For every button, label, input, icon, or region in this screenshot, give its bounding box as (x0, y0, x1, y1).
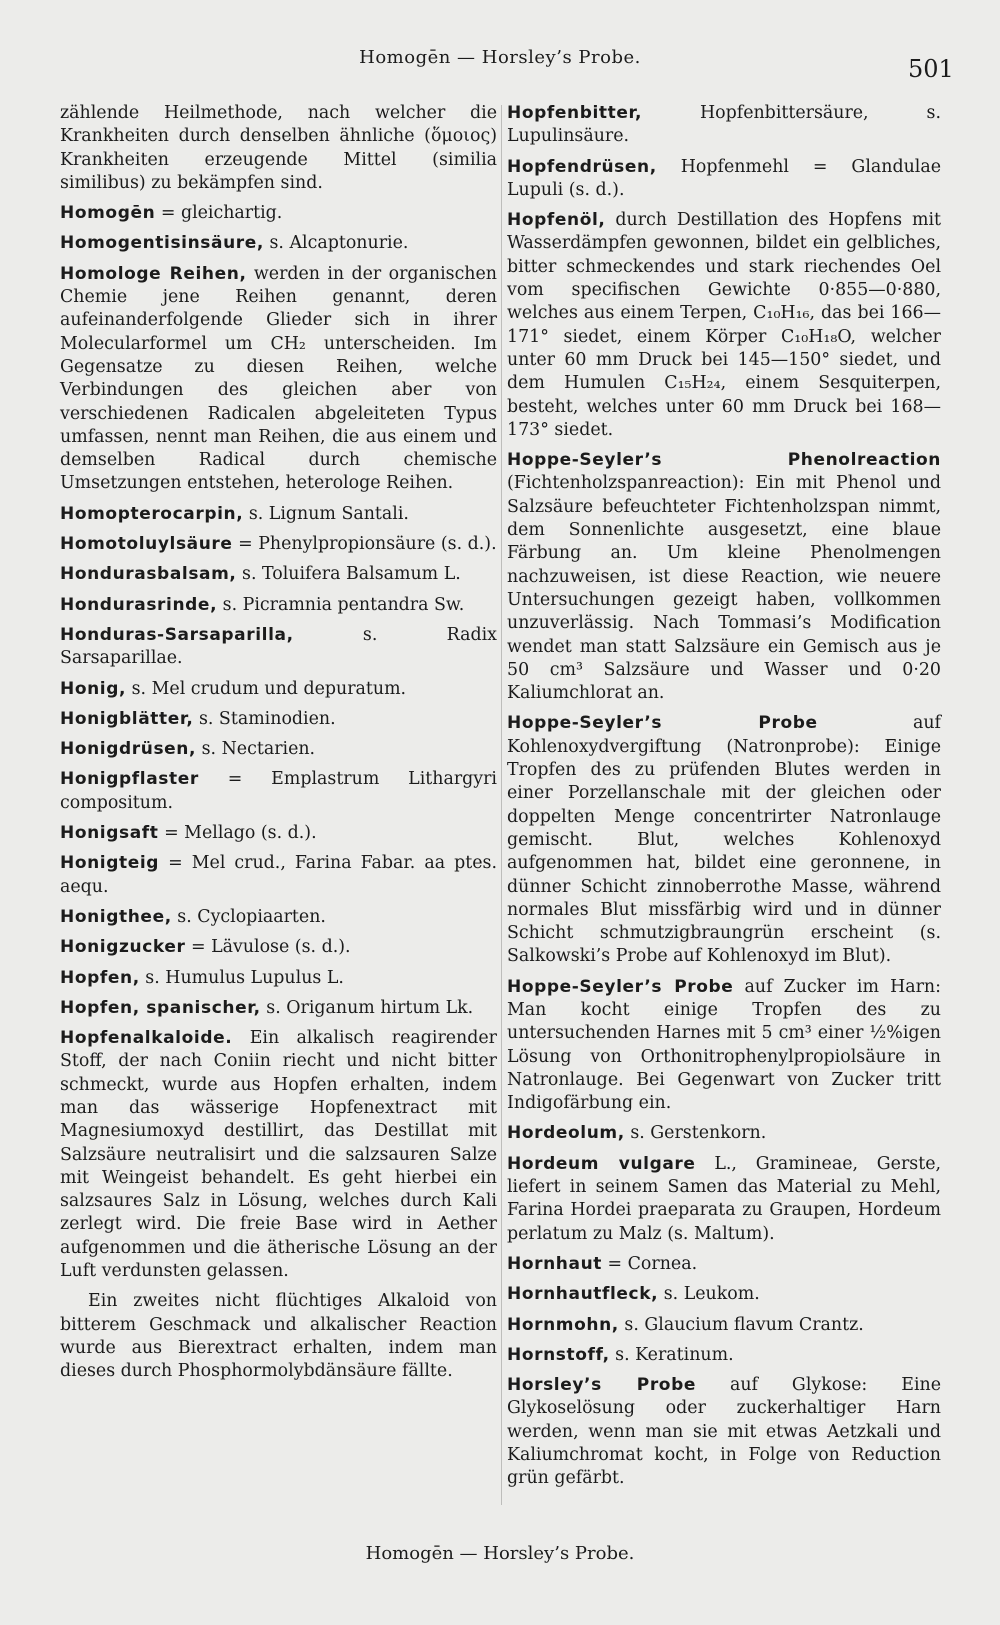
entry-text: s. Gerstenkorn. (630, 1123, 767, 1144)
entry-headword: Homologe Reihen, (60, 263, 247, 284)
entry-headword: Hornmohn, (507, 1314, 619, 1335)
entry-text: s. Staminodien. (198, 708, 336, 729)
entry-headword: Honigthee, (60, 906, 172, 927)
left-column (60, 102, 497, 1391)
entry-headword: Hoppe-Seyler’s Probe (507, 713, 818, 734)
dictionary-entry (507, 1122, 941, 1145)
entry-text: s. Mel crudum und depuratum. (131, 678, 407, 699)
entry-text: auf Zucker im Harn: Man kocht einige Tropfen des zu untersuchenden Harnes mit 5 cm³ einer ½%igen Lösung von Orthonitrophenylpropiolsäure in Natronlauge. Bei Gegenwart von Zucker tritt Indigofärbung ein. (507, 976, 941, 1114)
entry-text: s. Picramnia pentandra Sw. (222, 594, 465, 615)
entry-text: Hopfenmehl = Glandulae Lupuli (s. d.). (507, 156, 942, 200)
dictionary-entry (507, 712, 941, 968)
entry-headword: Horsley’s Probe (507, 1375, 696, 1396)
entry-headword: Hopfen, spanischer, (60, 997, 261, 1018)
entry-headword: Hordeum vulgare (507, 1153, 696, 1174)
entry-headword: Honigsaft (60, 823, 159, 844)
entry-text: s. Glaucium flavum Crantz. (624, 1314, 864, 1335)
dictionary-entry (60, 906, 497, 929)
entry-headword: Hornhaut (507, 1253, 602, 1274)
dictionary-entry (60, 202, 497, 225)
dictionary-entry (507, 209, 941, 442)
entry-text: s. Radix Sarsaparillae. (60, 624, 497, 669)
entry-headword: Hornhautfleck, (507, 1284, 659, 1305)
dictionary-entry (507, 1344, 941, 1367)
entry-text: Ein zweites nicht flüchtiges Alkaloid von bitterem Geschmack und alkalischer Reaction wurde aus Bierextract erhalten, indem man dieses durch Phosphormolybdänsäure fällte. (60, 1291, 497, 1382)
entry-text: = Mellago (s. d.). (164, 823, 317, 844)
entry-headword: Hopfen, (60, 967, 140, 988)
entry-text: = Phenylpropionsäure (s. d.). (238, 534, 497, 555)
entry-text: = gleichartig. (160, 203, 283, 224)
entry-text: s. Keratinum. (615, 1344, 734, 1365)
dictionary-entry (60, 624, 497, 671)
dictionary-entry (507, 102, 941, 149)
entry-headword: Hoppe-Seyler’s Phenolreaction (507, 450, 941, 471)
entry-text: s. Humulus Lupulus L. (145, 967, 344, 988)
entry-headword: Hornstoff, (507, 1344, 610, 1365)
dictionary-entry (507, 156, 941, 203)
dictionary-entry (60, 822, 497, 845)
entry-headword: Homopterocarpin, (60, 503, 244, 524)
entry-headword: Hopfenöl, (507, 210, 606, 231)
entry-text: L., Gramineae, Gerste, liefert in seinem Samen das Material zu Mehl, Farina Hordei praeparata zu Graupen, Hordeum perlatum zu Malz (s. Maltum). (507, 1153, 942, 1244)
entry-text: s. Nectarien. (201, 739, 316, 760)
entry-headword: Homogēn (60, 203, 156, 224)
right-column (507, 102, 941, 1498)
dictionary-entry (60, 852, 497, 899)
dictionary-entry (60, 563, 497, 586)
entry-headword: Hondurasbalsam, (60, 564, 237, 585)
entry-text: zählende Heilmethode, nach welcher die Krankheiten durch denselben ähnliche (ὅμοιος) Krankheiten erzeugende Mittel (similia similibus) zu bekämpfen sind. (60, 103, 497, 193)
entry-headword: Honigteig (60, 853, 160, 874)
running-foot: Homogēn — Horsley’s Probe. (365, 1543, 635, 1564)
dictionary-entry (60, 1027, 497, 1283)
entry-text: s. Alcaptonurie. (269, 233, 409, 254)
dictionary-entry (60, 997, 497, 1020)
dictionary-entry (60, 1290, 497, 1383)
column-divider (501, 105, 502, 1505)
dictionary-entry (507, 1314, 941, 1337)
entry-headword: Hordeolum, (507, 1123, 625, 1144)
entry-text: = Lävulose (s. d.). (190, 937, 351, 958)
dictionary-entry (60, 738, 497, 761)
entry-headword: Hopfenalkaloide. (60, 1028, 233, 1049)
entry-text: = Emplastrum Lithargyri compositum. (60, 769, 497, 813)
page-number: 501 (908, 55, 954, 83)
entry-headword: Homotoluylsäure (60, 534, 233, 555)
entry-headword: Honduras-Sarsaparilla, (60, 624, 294, 645)
entry-headword: Hopfendrüsen, (507, 156, 657, 177)
entry-text: durch Destillation des Hopfens mit Wasserdämpfen gewonnen, bildet ein gelbliches, bitter schmeckendes und stark riechendes Oel vom specifischen Gewichte 0·855—0·880, welches aus einem Terpen, C₁₀H₁₆, das bei 166—171° siedet, einem Körper C₁₀H₁₈O, welcher unter 60 mm Druck bei 145—150° siedet, und dem Humulen C₁₅H₂₄, einem Sesquiterpen, besteht, welches unter 60 mm Druck bei 168—173° siedet. (507, 210, 941, 440)
entry-headword: Hoppe-Seyler’s Probe (507, 976, 734, 997)
entry-text: = Cornea. (607, 1253, 698, 1274)
entry-text: = Mel crud., Farina Fabar. aa ptes. aequ. (60, 853, 498, 897)
dictionary-entry (60, 503, 497, 526)
entry-text: (Fichtenholzspanreaction): Ein mit Phenol und Salzsäure befeuchteter Fichtenholzspan nimmt, dem Sonnenlichte ausgesetzt, eine blaue Färbung an. Um kleine Phenolmengen nachzuweisen, ist diese Reaction, wie neuere Untersuchungen gezeigt haben, vollkommen unzuverlässig. Nach Tommasi’s Modification wendet man statt Salzsäure ein Gemisch aus je 50 cm³ Salzsäure und Wasser und 0·20 Kaliumchlorat an. (507, 473, 941, 704)
dictionary-entry (507, 1283, 941, 1306)
dictionary-entry (507, 976, 941, 1116)
dictionary-entry (60, 708, 497, 731)
entry-text: s. Leukom. (663, 1284, 760, 1305)
dictionary-entry (60, 232, 497, 255)
dictionary-entry (60, 678, 497, 701)
entry-headword: Honig, (60, 678, 127, 699)
running-head: Homogēn — Horsley’s Probe. (359, 47, 641, 68)
entry-headword: Homogentisinsäure, (60, 233, 264, 254)
entry-headword: Honigpflaster (60, 769, 199, 790)
dictionary-entry (60, 102, 497, 195)
entry-text: s. Cyclopiaarten. (177, 906, 326, 927)
entry-text: auf Kohlenoxydvergiftung (Natronprobe): Einige Tropfen des zu prüfenden Blutes werden in einer Porzellanschale mit der gleichen oder doppelten Menge concentrirter Natronlauge gemischt. Blut, welches Kohlenoxyd aufgenommen hat, bildet eine geronnene, in dünner Schicht zinnoberrothe Masse, während normales Blut missfärbig wird und in dünner Schicht schmutzigbraungrün erscheint (s. Salkowski’s Probe auf Kohlenoxyd im Blut). (507, 713, 941, 967)
entry-text: s. Origanum hirtum Lk. (266, 997, 474, 1018)
entry-text: auf Glykose: Eine Glykoselösung oder zuckerhaltiger Harn werden, wenn man sie mit etwas Aetzkali und Kaliumchromat kocht, in Folge von Reduction grün gefärbt. (507, 1375, 941, 1489)
entry-headword: Honigzucker (60, 937, 186, 958)
dictionary-entry (507, 1374, 941, 1490)
dictionary-entry (60, 533, 497, 556)
entry-text: werden in der organischen Chemie jene Reihen genannt, deren aufeinanderfolgende Glieder sich in ihrer Molecularformel um CH₂ unterscheiden. Im Gegensatze zu diesen Reihen, welche Verbindungen des gleichen aber von verschiedenen Radicalen abgeleiteten Typus umfassen, nennt man Reihen, die aus einem und demselben Radical durch chemische Umsetzungen entstehen, heterologe Reihen. (60, 263, 498, 494)
entry-headword: Hondurasrinde, (60, 594, 218, 615)
dictionary-entry (507, 1253, 941, 1276)
dictionary-entry (507, 449, 941, 705)
entry-text: Hopfenbittersäure, s. Lupulinsäure. (507, 103, 941, 147)
dictionary-entry (60, 936, 497, 959)
entry-headword: Honigblätter, (60, 708, 194, 729)
entry-text: s. Toluifera Balsamum L. (242, 564, 461, 585)
entry-headword: Honigdrüsen, (60, 739, 197, 760)
dictionary-entry (60, 768, 497, 815)
entry-text: s. Lignum Santali. (248, 503, 409, 524)
dictionary-entry (60, 594, 497, 617)
entry-text: Ein alkalisch reagirender Stoff, der nach Coniin riecht und nicht bitter schmeckt, wurde aus Hopfen erhalten, indem man das wässerige Hopfenextract mit Magnesiumoxyd destillirt, das Destillat mit Salzsäure neutralisirt und die salzsauren Salze mit Weingeist behandelt. Es geht hierbei ein salzsaures Salz in Lösung, welches durch Kali zerlegt wird. Die freie Base wird in Aether aufgenommen und die ätherische Lösung an der Luft verdunsten gelassen. (60, 1028, 497, 1282)
dictionary-entry (60, 263, 497, 496)
dictionary-entry (60, 967, 497, 990)
entry-headword: Hopfenbitter, (507, 103, 643, 123)
dictionary-entry (507, 1153, 941, 1246)
